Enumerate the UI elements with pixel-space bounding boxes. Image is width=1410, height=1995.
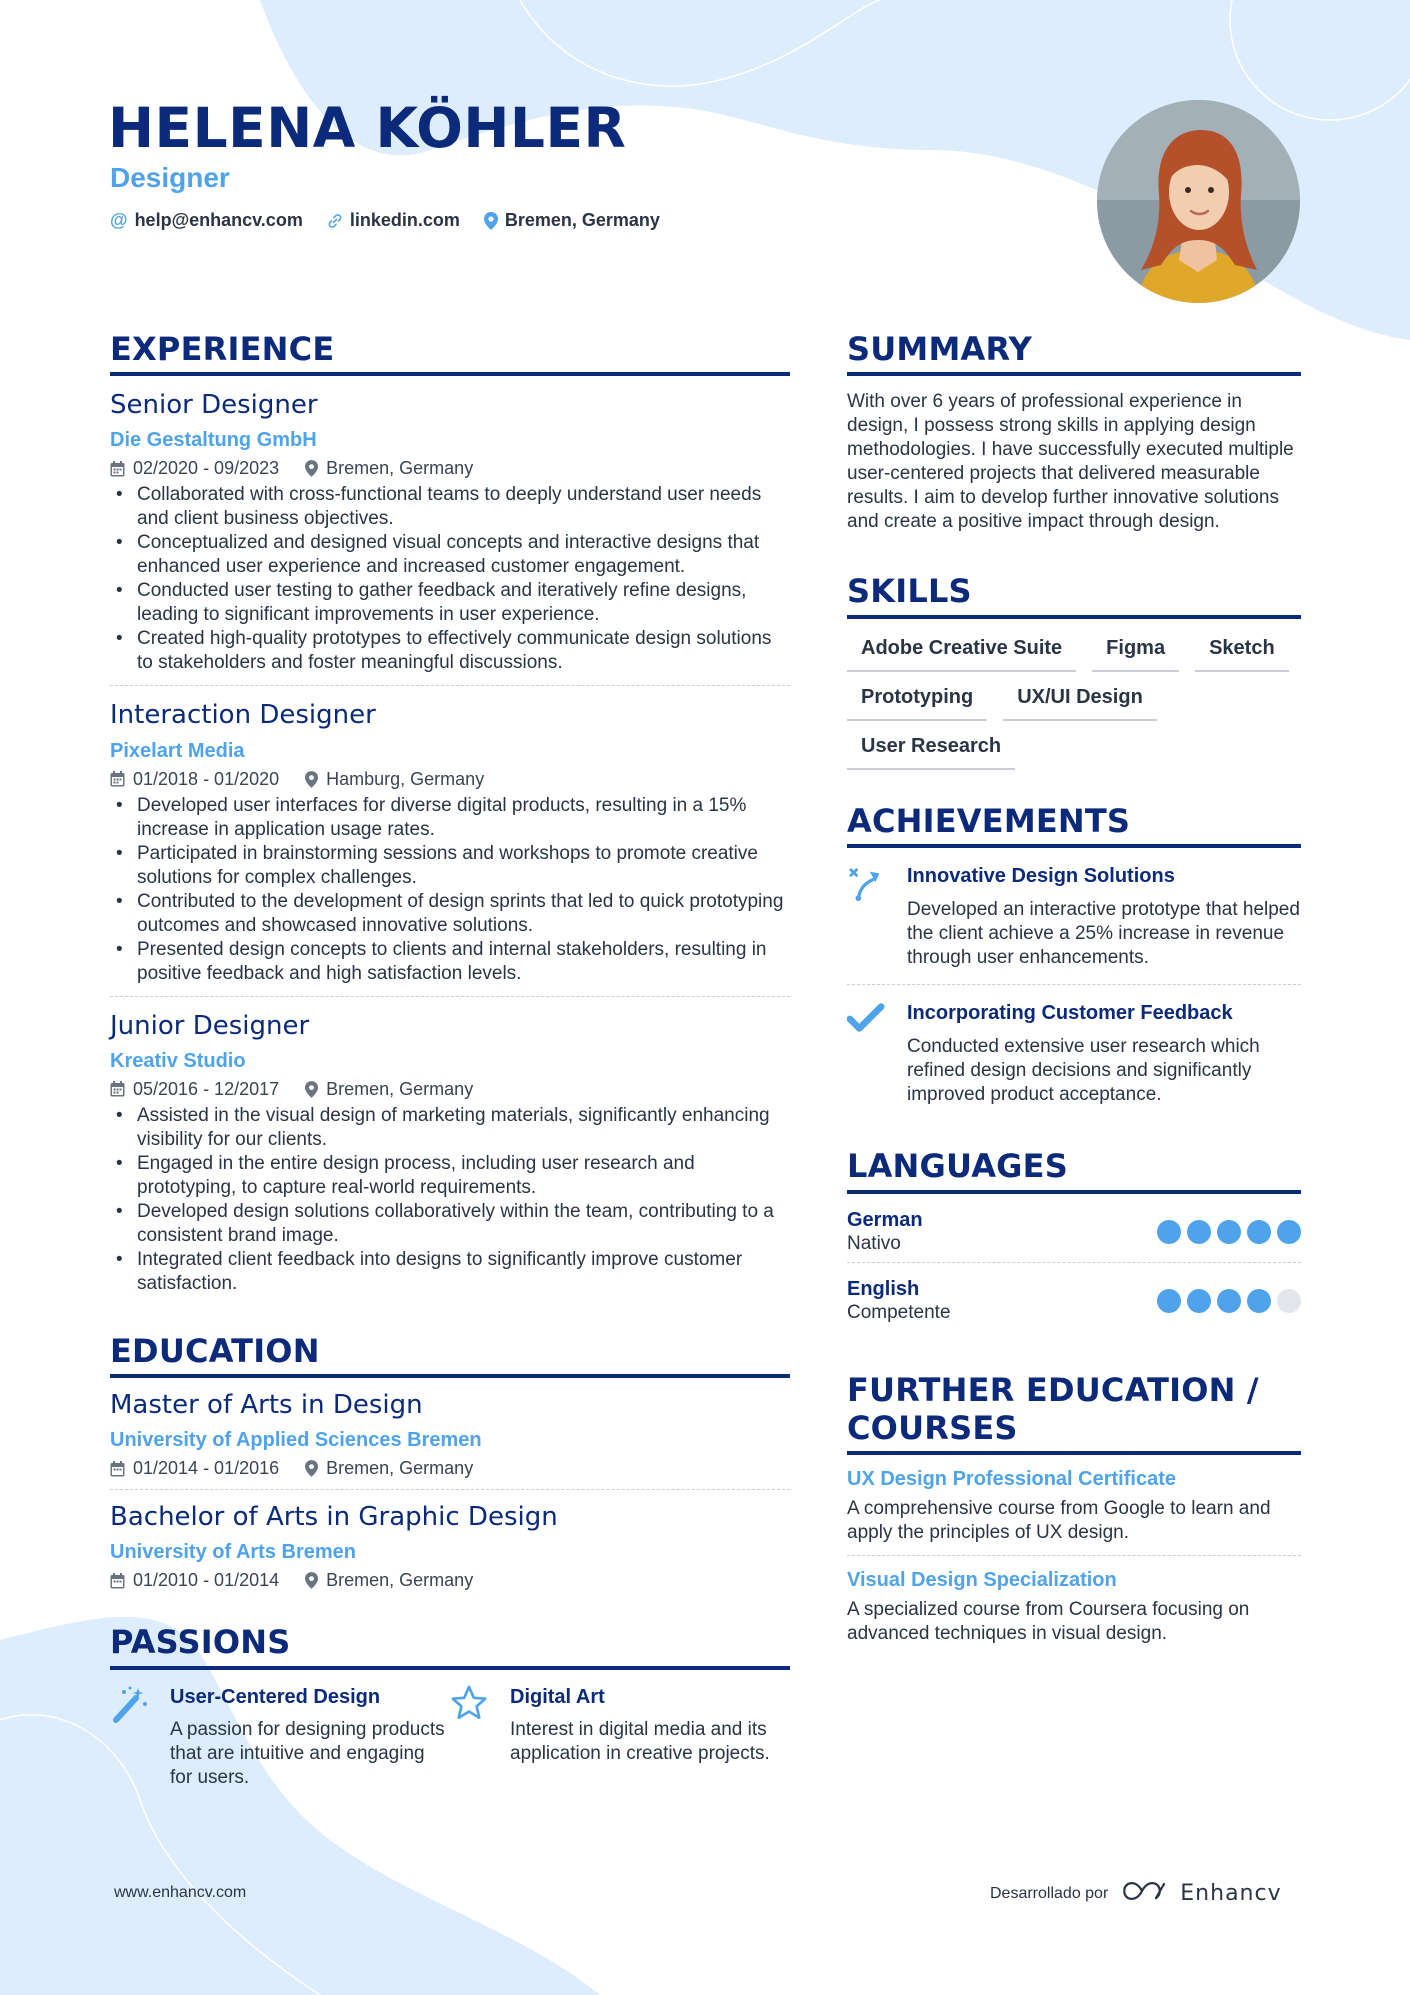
- skill-tag: Adobe Creative Suite: [847, 637, 1076, 672]
- map-pin-icon: [305, 1460, 318, 1477]
- location-text: Bremen, Germany: [504, 210, 660, 230]
- at-sign-icon: @: [110, 210, 128, 230]
- language-name: German: [847, 1208, 923, 1231]
- email-text: help@enhancv.com: [134, 210, 303, 230]
- job-location: Hamburg, Germany: [326, 768, 485, 789]
- checkmark-icon: [847, 1001, 889, 1107]
- experience-heading: EXPERIENCE: [110, 330, 790, 376]
- job-location: Bremen, Germany: [326, 1078, 474, 1099]
- bullet: • Participated in brainstorming sessions and workshops to promote creative solutions for complex challenges.: [110, 842, 790, 890]
- course-item: [847, 1556, 1301, 1656]
- job-meta: [110, 769, 790, 790]
- contact-row: [110, 210, 660, 231]
- bullet: • Created high-quality prototypes to effectively communicate design solutions to stakeholders and foster meaningful discussions.: [110, 627, 790, 675]
- passion-desc: Interest in digital media and its application in creative projects.: [510, 1718, 770, 1764]
- education-entry: [110, 1378, 790, 1490]
- achievement-title: Incorporating Customer Feedback: [907, 1002, 1233, 1025]
- skills-list: [847, 637, 1301, 770]
- candidate-name: HELENA KÖHLER: [108, 96, 627, 160]
- skill-tag: Figma: [1092, 637, 1179, 672]
- job-meta: [110, 1079, 790, 1100]
- candidate-role: Designer: [110, 162, 230, 193]
- degree-title: Bachelor of Arts in Graphic Design: [110, 1502, 558, 1533]
- achievement-desc: Conducted extensive user research which refined design decisions and significantly improved product acceptance.: [907, 1036, 1260, 1106]
- calendar-icon: [110, 1461, 125, 1477]
- job-company: Pixelart Media: [110, 739, 245, 762]
- powered-by-text: Desarrollado por: [990, 1884, 1109, 1902]
- bullet: • Conducted user testing to gather feedback and iteratively refine designs, leading to significant improvements in user experience.: [110, 579, 790, 627]
- achievement-item: [847, 848, 1301, 985]
- education-heading: EDUCATION: [110, 1332, 790, 1378]
- calendar-icon: [110, 461, 125, 477]
- skill-tag: Sketch: [1195, 637, 1289, 672]
- rating-dot-filled: [1247, 1289, 1271, 1313]
- passion-desc: A passion for designing products that are intuitive and engaging for users.: [170, 1718, 445, 1788]
- map-pin-icon: [305, 1572, 318, 1589]
- portrait-illustration: [1097, 100, 1300, 303]
- education-meta: [110, 1570, 790, 1591]
- rating-dot-filled: [1217, 1289, 1241, 1313]
- job-meta: [110, 458, 790, 479]
- rating-dot-filled: [1157, 1289, 1181, 1313]
- magic-wand-icon: [110, 1684, 154, 1790]
- map-pin-icon: [305, 1081, 318, 1098]
- right-column: [847, 330, 1301, 1656]
- language-item: [847, 1263, 1301, 1331]
- job-bullets: [110, 483, 790, 675]
- education-meta: [110, 1458, 790, 1479]
- job-company: Die Gestaltung GmbH: [110, 429, 317, 452]
- contact-email[interactable]: [110, 210, 303, 231]
- education-dates: 01/2010 - 01/2014: [133, 1570, 280, 1591]
- achievement-item: [847, 985, 1301, 1121]
- footer-branding: [990, 1878, 1282, 1909]
- job-title: Senior Designer: [110, 390, 318, 421]
- job-entry: [110, 686, 790, 996]
- summary-heading: SUMMARY: [847, 330, 1301, 376]
- job-bullets: [110, 1104, 790, 1296]
- job-title: Junior Designer: [110, 1010, 310, 1041]
- passions-list: [110, 1684, 790, 1790]
- left-column: [110, 330, 790, 1790]
- education-entry: [110, 1490, 790, 1601]
- course-desc: A specialized course from Coursera focusing on advanced techniques in visual design.: [847, 1599, 1250, 1645]
- star-icon: [450, 1684, 494, 1790]
- language-name: English: [847, 1277, 920, 1300]
- bullet: • Engaged in the entire design process, including user research and prototyping, to capture real-world requirements.: [110, 1152, 790, 1200]
- bullet: • Collaborated with cross-functional teams to deeply understand user needs and client business objectives.: [110, 483, 790, 531]
- achievement-desc: Developed an interactive prototype that helped the client achieve a 25% increase in revenue through user enhancements.: [907, 899, 1300, 969]
- education-location: Bremen, Germany: [326, 1570, 474, 1591]
- map-pin-icon: [484, 212, 498, 230]
- bullet: • Conceptualized and designed visual concepts and interactive designs that enhanced user experience and increased customer engagement.: [110, 531, 790, 579]
- course-desc: A comprehensive course from Google to learn and apply the principles of UX design.: [847, 1498, 1271, 1544]
- passion-title: User-Centered Design: [170, 1685, 381, 1708]
- school-name: University of Applied Sciences Bremen: [110, 1429, 482, 1452]
- rating-dot-filled: [1157, 1220, 1181, 1244]
- job-dates: 01/2018 - 01/2020: [133, 768, 280, 789]
- skill-tag: UX/UI Design: [1003, 686, 1157, 721]
- job-company: Kreativ Studio: [110, 1049, 246, 1072]
- brand-name: Enhancv: [1180, 1881, 1282, 1906]
- link-icon: [327, 213, 343, 229]
- contact-location: [484, 210, 660, 231]
- job-title: Interaction Designer: [110, 700, 376, 731]
- rating-dot-filled: [1277, 1220, 1301, 1244]
- skill-tag: Prototyping: [847, 686, 987, 721]
- passions-heading: PASSIONS: [110, 1623, 790, 1669]
- avatar: [1097, 100, 1300, 303]
- language-level: Nativo: [847, 1232, 901, 1254]
- calendar-icon: [110, 1573, 125, 1589]
- job-dates: 05/2016 - 12/2017: [133, 1078, 280, 1099]
- job-entry: [110, 997, 790, 1306]
- language-rating: [1157, 1289, 1301, 1313]
- passion-title: Digital Art: [510, 1685, 605, 1708]
- calendar-icon: [110, 1081, 125, 1097]
- languages-heading: LANGUAGES: [847, 1147, 1301, 1193]
- skill-tag: User Research: [847, 735, 1015, 770]
- summary-text: With over 6 years of professional experience in design, I possess strong skills in applying design methodologies. I have successfully executed multiple user-centered projects that delivered measurable results. I aim to develop further innovative solutions and create a positive impact through design.: [847, 391, 1294, 533]
- passion-item: [450, 1684, 790, 1790]
- course-title: UX Design Professional Certificate: [847, 1468, 1176, 1491]
- map-pin-icon: [305, 460, 318, 477]
- degree-title: Master of Arts in Design: [110, 1390, 423, 1421]
- language-item: [847, 1194, 1301, 1263]
- map-pin-icon: [305, 771, 318, 788]
- course-item: [847, 1455, 1301, 1556]
- contact-linkedin[interactable]: [327, 210, 460, 231]
- bullet: • Developed design solutions collaboratively within the team, contributing to a consistent brand image.: [110, 1200, 790, 1248]
- bullet: • Assisted in the visual design of marketing materials, significantly enhancing visibility for our clients.: [110, 1104, 790, 1152]
- bullet: • Integrated client feedback into designs to significantly improve customer satisfaction.: [110, 1248, 790, 1296]
- job-entry: [110, 376, 790, 686]
- job-dates: 02/2020 - 09/2023: [133, 458, 280, 479]
- language-level: Competente: [847, 1301, 951, 1323]
- job-location: Bremen, Germany: [326, 458, 474, 479]
- footer-website[interactable]: www.enhancv.com: [114, 1884, 247, 1901]
- achievement-title: Innovative Design Solutions: [907, 865, 1175, 888]
- rating-dot-filled: [1217, 1220, 1241, 1244]
- rating-dot-filled: [1187, 1220, 1211, 1244]
- passion-item: [110, 1684, 450, 1790]
- bullet: • Contributed to the development of design sprints that led to quick prototyping outcomes and showcased innovative solutions.: [110, 890, 790, 938]
- courses-heading: FURTHER EDUCATION / COURSES: [847, 1371, 1301, 1456]
- skills-heading: SKILLS: [847, 572, 1301, 618]
- education-location: Bremen, Germany: [326, 1458, 474, 1479]
- school-name: University of Arts Bremen: [110, 1541, 356, 1564]
- job-bullets: [110, 794, 790, 986]
- path-icon: [847, 864, 889, 970]
- rating-dot-filled: [1247, 1220, 1271, 1244]
- calendar-icon: [110, 771, 125, 787]
- education-dates: 01/2014 - 01/2016: [133, 1458, 280, 1479]
- enhancv-logo-icon: [1120, 1878, 1168, 1909]
- achievements-heading: ACHIEVEMENTS: [847, 802, 1301, 848]
- rating-dot-empty: [1277, 1289, 1301, 1313]
- bullet: • Developed user interfaces for diverse digital products, resulting in a 15% increase in application usage rates.: [110, 794, 790, 842]
- language-rating: [1157, 1220, 1301, 1244]
- linkedin-text: linkedin.com: [349, 210, 460, 230]
- bullet: • Presented design concepts to clients and internal stakeholders, resulting in positive feedback and high satisfaction levels.: [110, 938, 790, 986]
- rating-dot-filled: [1187, 1289, 1211, 1313]
- course-title: Visual Design Specialization: [847, 1569, 1117, 1592]
